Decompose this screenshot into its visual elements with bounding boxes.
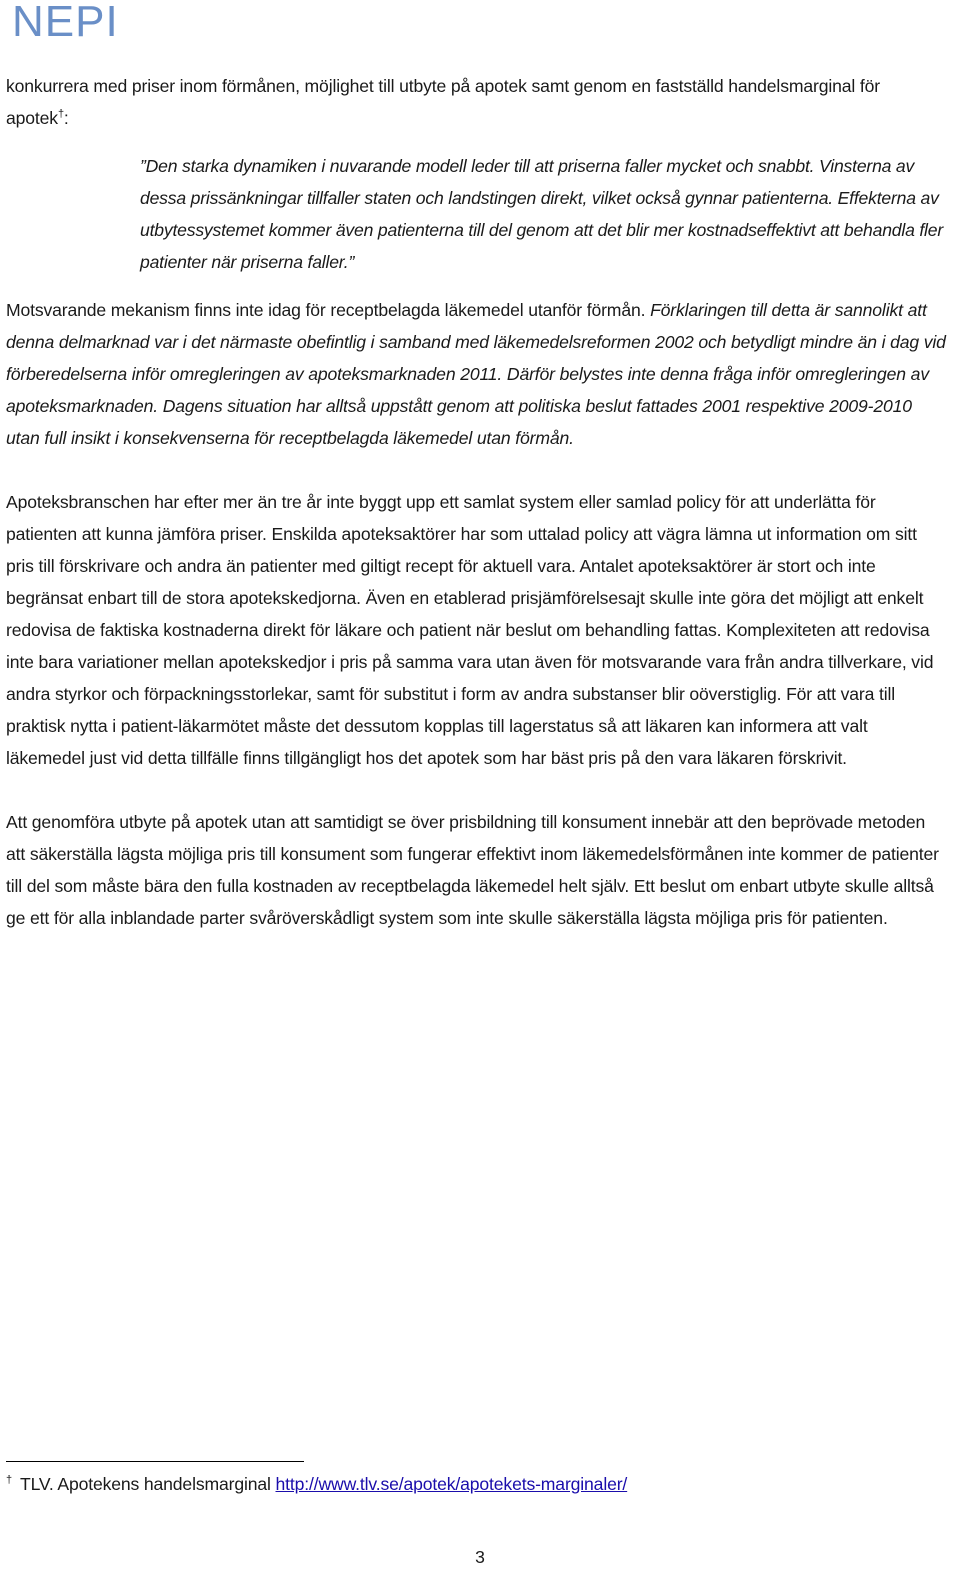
footnote-divider — [6, 1461, 304, 1462]
footnote-mark: † — [6, 1474, 12, 1487]
page-number: 3 — [475, 1547, 485, 1567]
block-quote: ”Den starka dynamiken i nuvarande modell leder till att priserna faller mycket och snabbt. Vinsterna av dessa prissänkningar tillfaller staten och landstingen direkt, vilket också gynnar patienterna. Effekterna av utbytessystemet kommer även patienterna till del genom att det blir mer kostnadseffektivt att behandla fler patienter när priserna faller.” — [140, 156, 943, 272]
mechanism-text: Motsvarande mekanism finns inte idag för receptbelagda läkemedel utanför förmån. — [6, 300, 646, 320]
document-body — [6, 70, 946, 934]
intro-end: : — [63, 108, 69, 128]
nepi-logo: NEPI — [12, 0, 119, 46]
mechanism-paragraph — [6, 294, 946, 454]
intro-text: konkurrera med priser inom förmånen, möjlighet till utbyte på apotek samt genom en fastställd handelsmarginal för apotek — [6, 76, 880, 128]
footnote — [6, 1470, 627, 1498]
substitution-paragraph: Att genomföra utbyte på apotek utan att samtidigt se över prisbildning till konsument innebär att den beprövade metoden att säkerställa lägsta möjliga pris till konsument som fungerar effektivt inom läkemedelsförmånen inte kommer de patienter till del som måste bära den fulla kostnaden av receptbelagda läkemedel helt själv. Ett beslut om enbart utbyte skulle alltså ge ett för alla inblandade parter svåröverskådligt system som inte skulle säkerställa lägsta möjliga pris för patienten. — [6, 812, 939, 928]
mechanism-explanation: Förklaringen till detta är sannolikt att denna delmarknad var i det närmaste obefintlig i samband med läkemedelsreformen 2002 och betydligt mindre än i dag vid förberedelserna inför omregleringen av apoteksmarknaden 2011. Därför belystes inte denna fråga inför omregleringen av apoteksmarknaden. Dagens situation har alltså uppstått genom att politiska beslut fattades 2001 respektive 2009-2010 utan full insikt i konsekvenserna för receptbelagda läkemedel utan förmån. — [6, 300, 946, 448]
footnote-link[interactable]: http://www.tlv.se/apotek/apotekets-marginaler/ — [275, 1474, 628, 1494]
intro-paragraph — [6, 70, 946, 134]
pharmacy-sector-paragraph: Apoteksbranschen har efter mer än tre år inte byggt upp ett samlat system eller samlad policy för att underlätta för patienten att kunna jämföra priser. Enskilda apoteksaktörer har som uttalad policy att vägra lämna ut information om sitt pris till förskrivare och andra än patienter med giltigt recept för aktuell vara. Antalet apoteksaktörer är stort och inte begränsat enbart till de stora apotekskedjorna. Även en etablerad prisjämförelsesajt skulle inte göra det möjligt att enkelt redovisa de faktiska kostnaderna direkt för läkare och patient när beslut om behandling fattas. Komplexiteten att redovisa inte bara variationer mellan apotekskedjor i pris på samma vara utan även för motsvarande vara från andra tillverkare, vid andra styrkor och förpackningsstorlekar, samt för substitut i form av andra substanser blir oöverstiglig. För att vara till praktisk nytta i patient-läkarmötet måste det dessutom kopplas till lagerstatus så att läkaren kan informera att valt läkemedel just vid detta tillfälle finns tillgängligt hos det apotek som har bäst pris på den vara läkaren förskrivit. — [6, 492, 934, 768]
footnote-text: TLV. Apotekens handelsmarginal — [19, 1474, 276, 1494]
footnote-reference: † — [57, 108, 64, 121]
